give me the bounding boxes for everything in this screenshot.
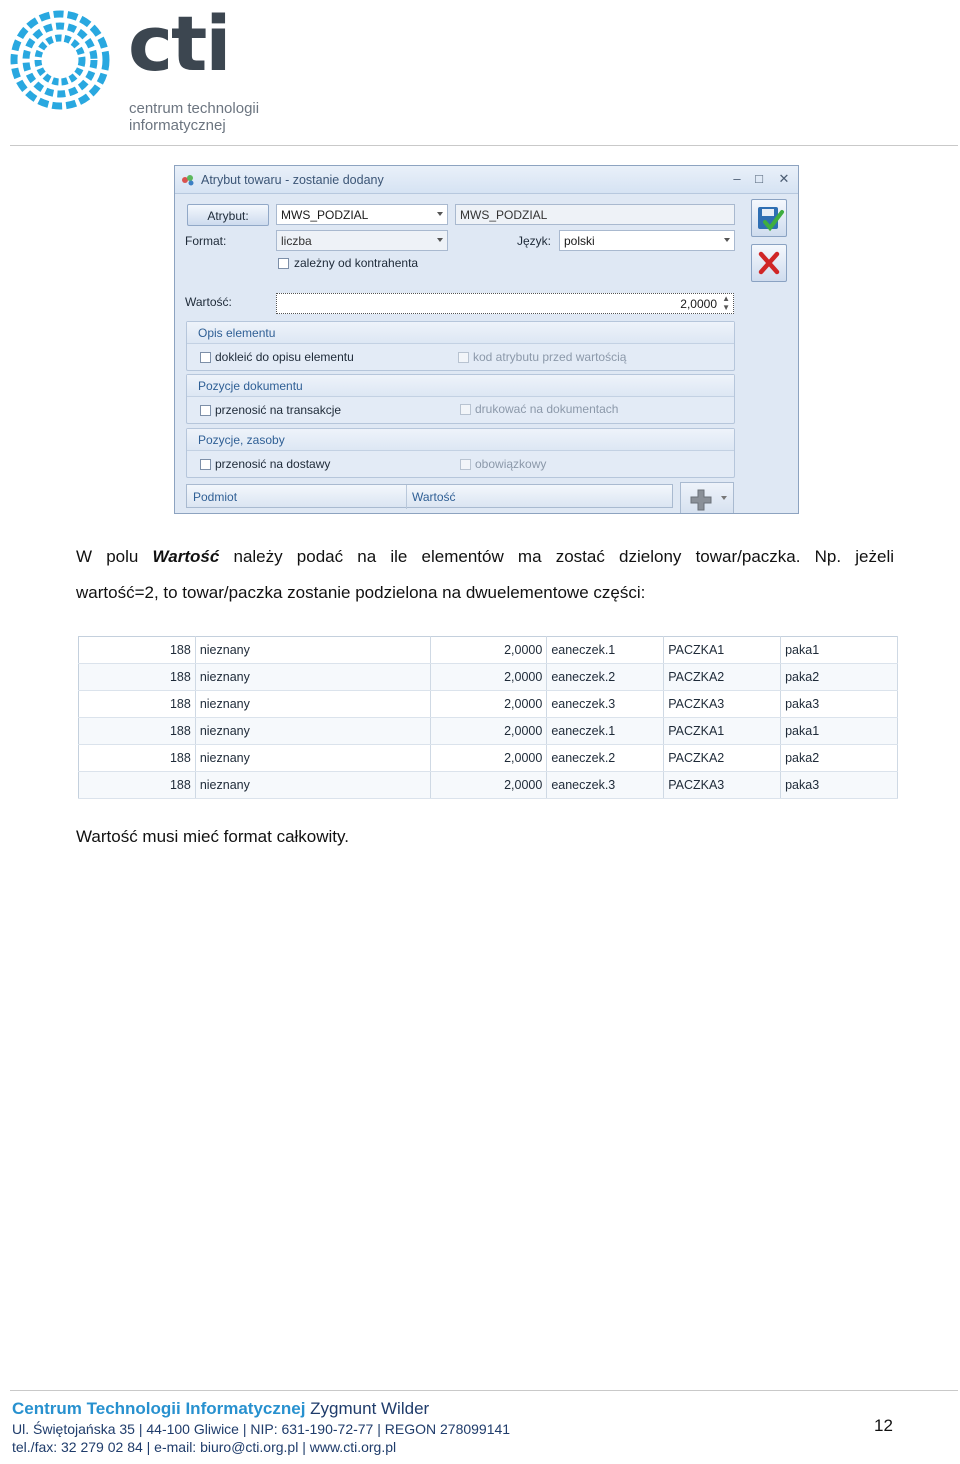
table-row[interactable]: 188 nieznany 2,0000 eaneczek.2 PACZKA2 paka2 <box>79 745 898 772</box>
maximize-button[interactable]: □ <box>755 171 763 186</box>
cancel-button[interactable] <box>751 244 787 282</box>
transfer-to-deliveries-checkbox[interactable] <box>200 459 211 470</box>
header-divider <box>10 145 958 146</box>
column-value[interactable]: Wartość <box>412 490 456 504</box>
close-window-button[interactable]: ✕ <box>778 171 790 186</box>
print-on-documents-checkbox <box>460 404 471 415</box>
table-row[interactable]: 188 nieznany 2,0000 eaneczek.2 PACZKA2 paka2 <box>79 664 898 691</box>
cti-logo-mark <box>8 8 112 112</box>
attribute-select-value: MWS_PODZIAL <box>281 208 369 222</box>
transfer-to-transactions-label: przenosić na transakcje <box>215 403 342 417</box>
table-row[interactable]: 188 nieznany 2,0000 eaneczek.1 PACZKA1 paka1 <box>79 637 898 664</box>
attribute-name-field <box>455 204 735 225</box>
table-row[interactable]: 188 nieznany 2,0000 eaneczek.3 PACZKA3 paka3 <box>79 772 898 799</box>
format-label: Format: <box>185 234 227 248</box>
dialog-titlebar <box>175 166 798 194</box>
minimize-button[interactable]: – <box>733 171 741 186</box>
value-label: Wartość: <box>185 295 232 309</box>
contractor-dependent-checkbox[interactable] <box>278 258 289 269</box>
column-subject[interactable]: Podmiot <box>193 490 238 504</box>
add-row-button[interactable] <box>680 482 734 514</box>
value-input[interactable] <box>276 293 734 314</box>
append-to-description-checkbox[interactable] <box>200 352 211 363</box>
code-before-value-label: kod atrybutu przed wartością <box>473 350 627 364</box>
attribute-select[interactable] <box>276 204 448 225</box>
table-row[interactable]: 188 nieznany 2,0000 eaneczek.1 PACZKA1 paka1 <box>79 718 898 745</box>
attribute-name-value: MWS_PODZIAL <box>460 208 548 222</box>
format-select-value: liczba <box>281 234 312 248</box>
transfer-to-deliveries-label: przenosić na dostawy <box>215 457 331 471</box>
footer-address: Ul. Świętojańska 35 | 44-100 Gliwice | NIP: 631-190-72-77 | REGON 278099141 <box>12 1421 511 1437</box>
close-icon <box>752 245 786 281</box>
paragraph-integer-note: Wartość musi mieć format całkowity. <box>76 827 349 846</box>
chevron-down-icon <box>437 212 443 216</box>
chevron-down-icon <box>724 238 730 242</box>
subject-value-grid-header <box>186 484 673 508</box>
spinner-icon[interactable]: ▲ ▼ <box>722 294 730 312</box>
language-select[interactable] <box>559 230 735 251</box>
group-title: Pozycje, zasoby <box>187 429 734 451</box>
table-row[interactable]: 188 nieznany 2,0000 eaneczek.3 PACZKA3 paka3 <box>79 691 898 718</box>
required-checkbox <box>460 459 471 470</box>
transfer-to-transactions-checkbox[interactable] <box>200 405 211 416</box>
attribute-button[interactable]: Atrybut: <box>187 204 269 226</box>
dialog-title: Atrybut towaru - zostanie dodany <box>201 173 384 187</box>
chevron-down-icon <box>721 496 727 500</box>
value-input-text: 2,0000 <box>680 297 717 311</box>
language-select-value: polski <box>564 234 595 248</box>
code-before-value-checkbox <box>458 352 469 363</box>
save-icon <box>752 200 786 236</box>
plus-icon <box>689 488 713 512</box>
append-to-description-label: dokleić do opisu elementu <box>215 350 354 364</box>
footer-company: Centrum Technologii Informatycznej Zygmunt Wilder <box>12 1399 430 1418</box>
footer-contact: tel./fax: 32 279 02 84 | e-mail: biuro@cti.org.pl | www.cti.org.pl <box>12 1439 397 1455</box>
brand-wordmark: cti <box>128 0 230 88</box>
format-select[interactable] <box>276 230 448 251</box>
emphasis-value: Wartość <box>152 547 220 566</box>
group-title: Pozycje dokumentu <box>187 375 734 397</box>
brand-subtitle: centrum technologii informatycznej <box>129 100 260 134</box>
split-items-table <box>78 636 898 799</box>
app-icon <box>181 174 195 186</box>
contractor-dependent-label: zależny od kontrahenta <box>294 256 419 270</box>
group-title: Opis elementu <box>187 322 734 344</box>
attribute-dialog <box>174 165 799 514</box>
chevron-down-icon <box>437 238 443 242</box>
paragraph-example: wartość=2, to towar/paczka zostanie podzielona na dwuelementowe części: <box>76 583 646 602</box>
language-label: Język: <box>517 234 552 248</box>
page-number: 12 <box>874 1416 893 1435</box>
print-on-documents-label: drukować na dokumentach <box>475 402 619 416</box>
footer-divider <box>10 1390 958 1391</box>
required-label: obowiązkowy <box>475 457 547 471</box>
paragraph-intro: W polu Wartość należy podać na ile elementów ma zostać dzielony towar/paczka. Np. jeżeli <box>76 547 894 566</box>
save-button[interactable] <box>751 199 787 237</box>
